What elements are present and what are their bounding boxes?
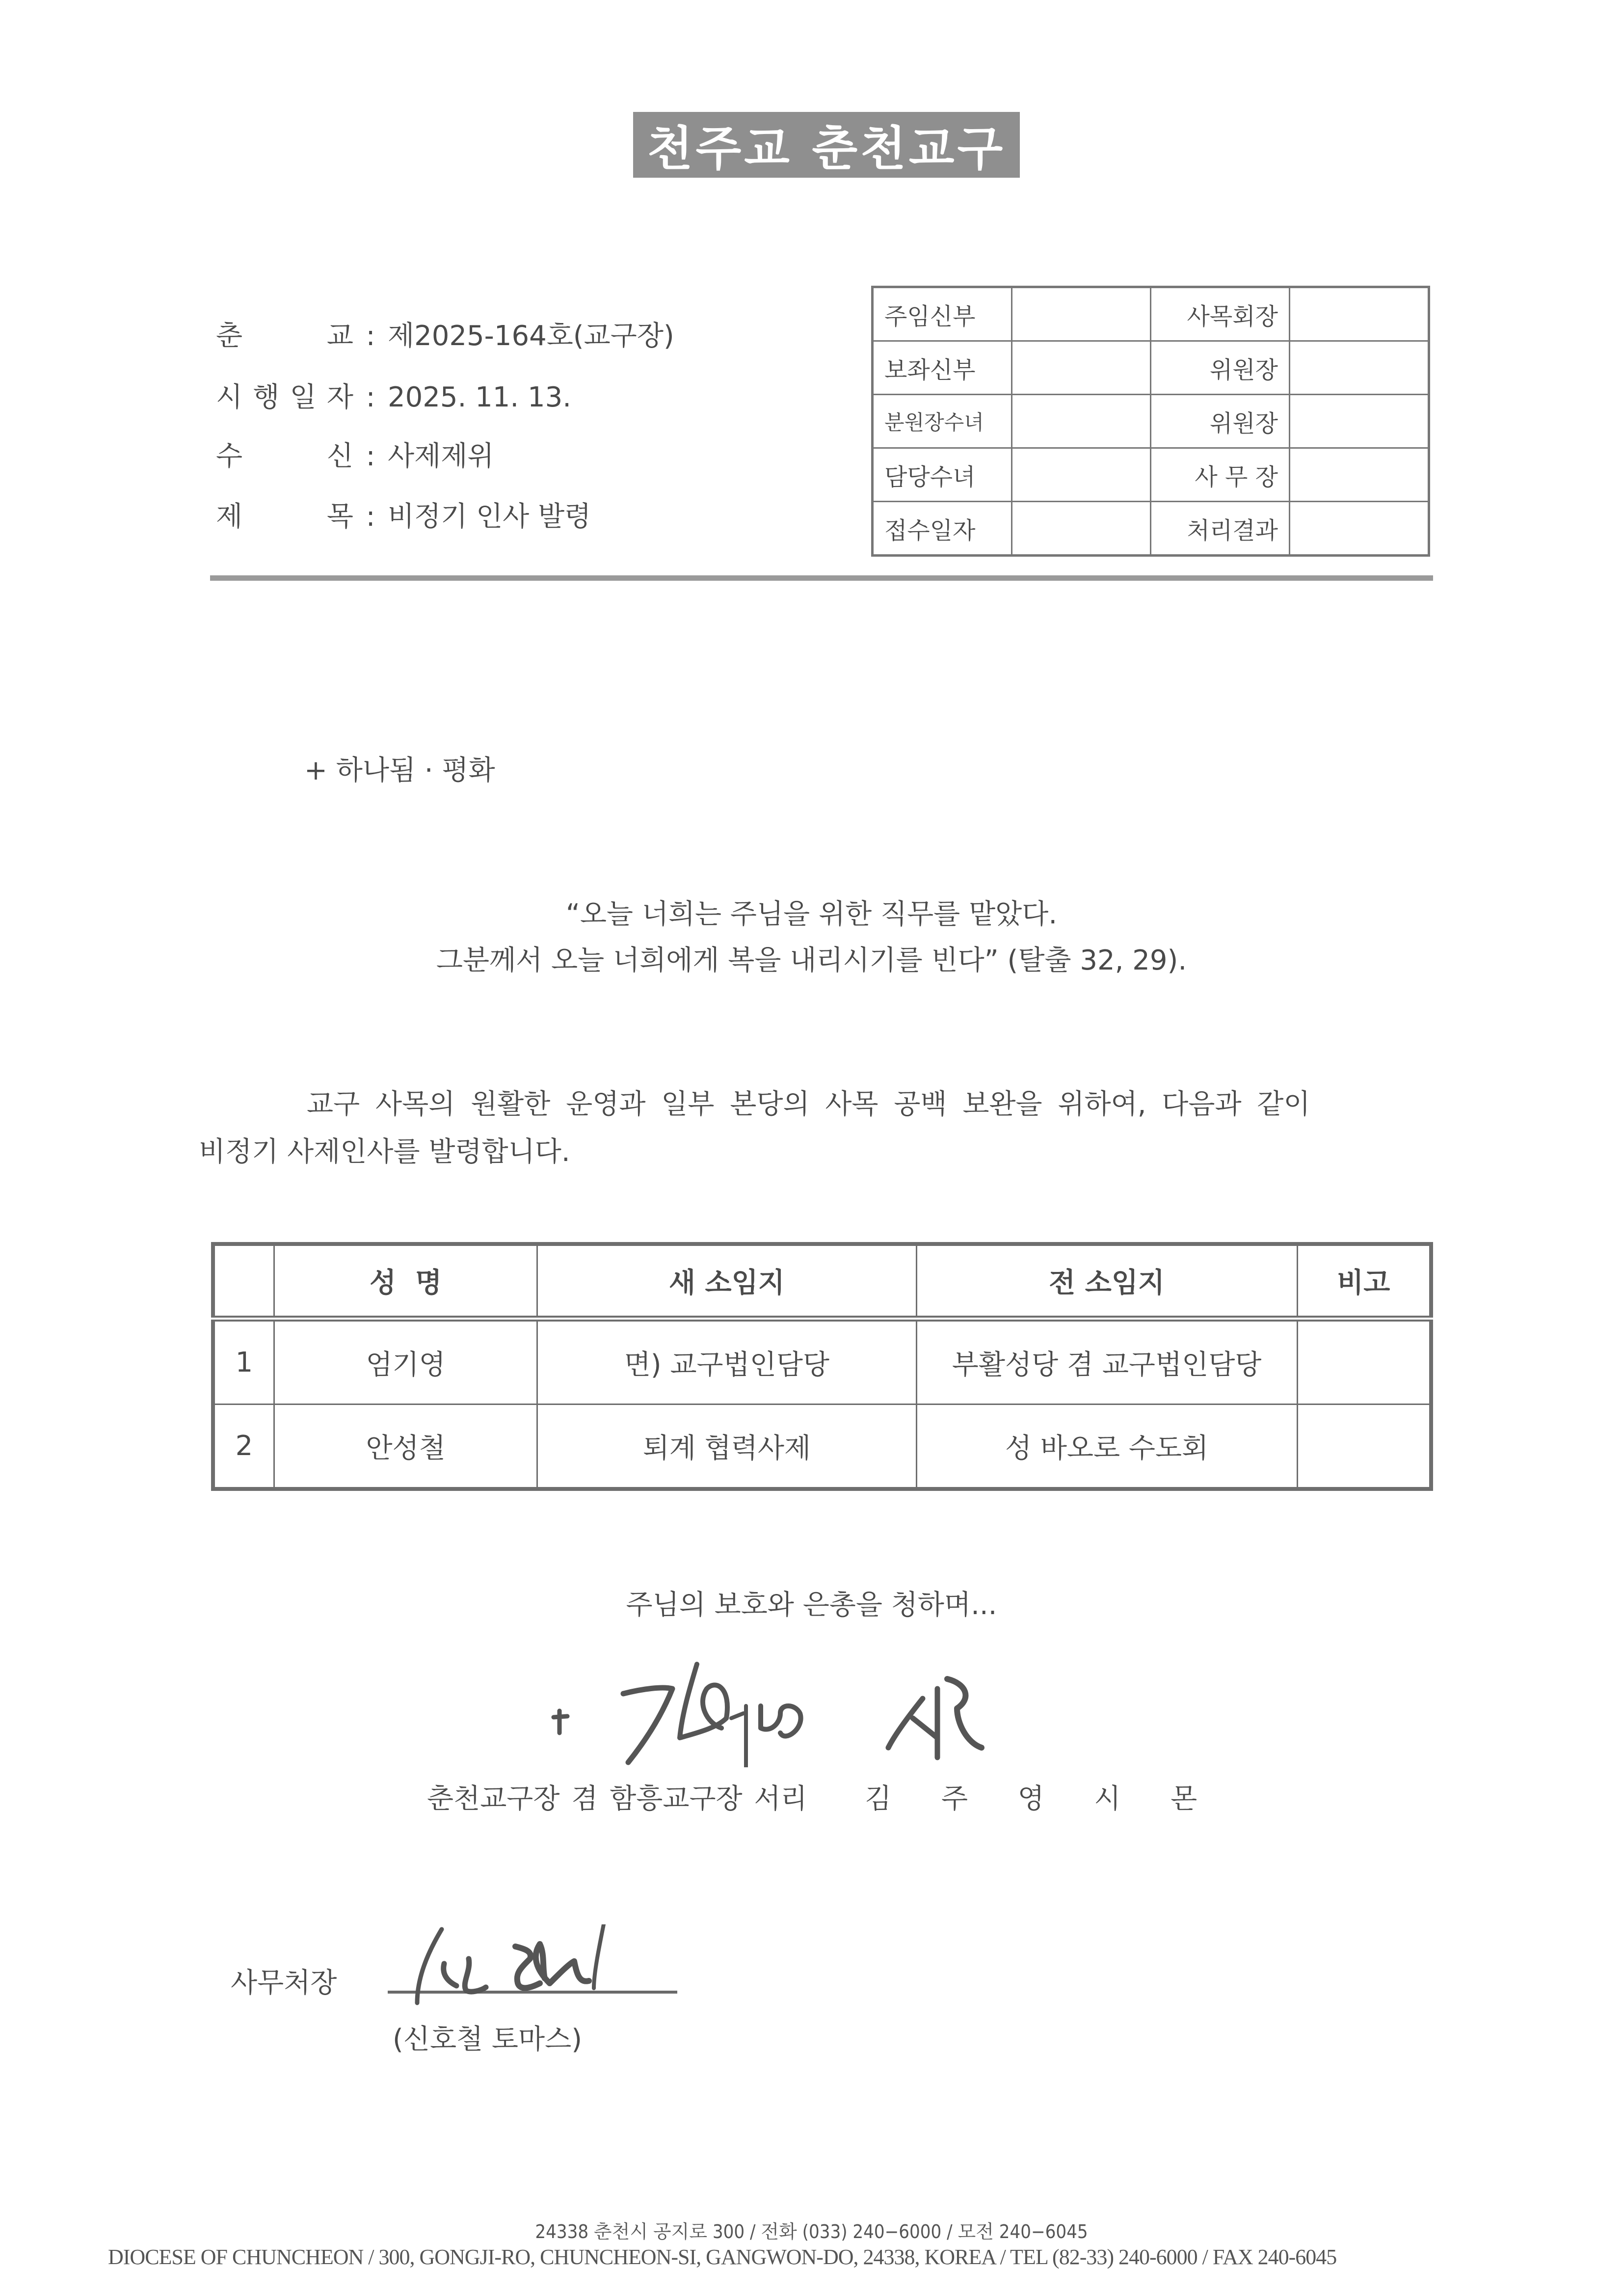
column-header-new-post: 새 소임지 — [537, 1244, 916, 1319]
scripture-quote-line-1: “오늘 너희는 주님을 위한 직무를 맡았다. — [565, 898, 1058, 930]
signer-title: 춘천교구장 겸 함흥교구장 서리 — [427, 1783, 807, 1815]
routing-cell-blank — [1290, 395, 1429, 448]
routing-row — [873, 287, 1429, 341]
info-label-char: 시 — [216, 381, 243, 413]
row-number: 1 — [213, 1319, 274, 1405]
info-colon: : — [366, 320, 375, 352]
routing-label: 주임신부 — [873, 287, 1012, 341]
routing-label: 위원장 — [1151, 341, 1290, 395]
new-post: 면) 교구법인담당 — [537, 1319, 916, 1405]
info-label-char: 제 — [216, 501, 243, 533]
info-label-char: 춘 — [216, 320, 243, 352]
info-label — [216, 376, 353, 415]
info-label-char: 목 — [326, 501, 353, 533]
routing-label: 사목회장 — [1151, 287, 1290, 341]
greeting: + 하나됨 · 평화 — [304, 755, 495, 786]
table-row — [213, 1319, 1431, 1405]
info-colon: : — [366, 501, 375, 533]
routing-cell-blank — [1012, 502, 1151, 556]
signer-line — [427, 1777, 1206, 1816]
subject: 비정기 인사 발령 — [388, 501, 591, 533]
office-chief-signature — [383, 1924, 677, 2008]
routing-row — [873, 502, 1429, 556]
previous-post: 성 바오로 수도회 — [916, 1405, 1297, 1489]
routing-row — [873, 395, 1429, 448]
routing-label: 위원장 — [1151, 395, 1290, 448]
recipient: 사제제위 — [388, 440, 494, 472]
body-paragraph-line-1: 교구 사목의 원활한 운영과 일부 본당의 사목 공백 보완을 위하여, 다음과 같이 — [307, 1088, 1310, 1120]
routing-cell-blank — [1012, 341, 1151, 395]
closing-blessing: 주님의 보호와 은총을 청하며... — [626, 1589, 997, 1621]
footer-address-korean: 24338 춘천시 공지로 300 / 전화 (033) 240−6000 / 모전 240−6045 — [535, 2221, 1088, 2242]
info-label — [216, 314, 353, 353]
info-row-recipient — [216, 434, 494, 474]
info-row-subject — [216, 495, 591, 534]
scripture-quote-line-2: 그분께서 오늘 너희에게 복을 내리시기를 빈다” (탈출 32, 29). — [436, 945, 1187, 976]
person-name: 안성철 — [274, 1405, 537, 1489]
bishop-signature — [550, 1659, 1090, 1767]
header-divider — [210, 575, 1433, 581]
personnel-table-header — [213, 1244, 1431, 1319]
info-row-document-number — [216, 314, 674, 353]
column-header-note: 비고 — [1297, 1244, 1431, 1319]
personnel-table — [211, 1242, 1433, 1491]
routing-cell-blank — [1290, 287, 1429, 341]
diocese-banner-title: 천주교 춘천교구 — [633, 112, 1020, 178]
info-colon: : — [366, 440, 375, 472]
routing-label: 처리결과 — [1151, 502, 1290, 556]
routing-label: 보좌신부 — [873, 341, 1012, 395]
info-label — [216, 495, 353, 534]
column-header-number — [213, 1244, 274, 1319]
routing-cell-blank — [1012, 395, 1151, 448]
routing-cell-blank — [1290, 341, 1429, 395]
info-label-char: 수 — [216, 440, 243, 472]
column-header-previous-post: 전 소임지 — [916, 1244, 1297, 1319]
routing-label: 담당수녀 — [873, 448, 1012, 502]
routing-cell-blank — [1012, 287, 1151, 341]
routing-label: 분원장수녀 — [873, 395, 1012, 448]
info-label-char: 행 — [253, 381, 280, 413]
info-colon: : — [366, 381, 375, 413]
info-label-char: 일 — [290, 381, 317, 413]
note — [1297, 1319, 1431, 1405]
routing-label: 접수일자 — [873, 502, 1012, 556]
info-label — [216, 434, 353, 474]
routing-row — [873, 341, 1429, 395]
info-row-effective-date — [216, 376, 571, 415]
info-label-char: 자 — [326, 381, 353, 413]
routing-table — [871, 286, 1430, 557]
document-number: 제2025-164호(교구장) — [388, 320, 674, 352]
body-paragraph-line-2: 비정기 사제인사를 발령합니다. — [199, 1136, 570, 1168]
info-label-char: 교 — [326, 320, 353, 352]
routing-cell-blank — [1290, 502, 1429, 556]
signer-name: 김 주 영 시 몬 — [865, 1783, 1206, 1815]
table-row — [213, 1405, 1431, 1489]
routing-cell-blank — [1012, 448, 1151, 502]
row-number: 2 — [213, 1405, 274, 1489]
new-post: 퇴계 협력사제 — [537, 1405, 916, 1489]
column-header-name: 성 명 — [274, 1244, 537, 1319]
routing-row — [873, 448, 1429, 502]
routing-cell-blank — [1290, 448, 1429, 502]
office-chief-name: (신호철 토마스) — [393, 2024, 583, 2055]
info-label-char: 신 — [326, 440, 353, 472]
previous-post: 부활성당 겸 교구법인담당 — [916, 1319, 1297, 1405]
footer-address-english: DIOCESE OF CHUNCHEON / 300, GONGJI-RO, CHUNCHEON-SI, GANGWON-DO, 24338, KOREA / TEL (82-33) 240-6000 / FAX 240-6045 — [108, 2245, 1337, 2269]
note — [1297, 1405, 1431, 1489]
effective-date: 2025. 11. 13. — [388, 381, 572, 413]
routing-label: 사 무 장 — [1151, 448, 1290, 502]
person-name: 엄기영 — [274, 1319, 537, 1405]
office-chief-label: 사무처장 — [231, 1967, 337, 1999]
